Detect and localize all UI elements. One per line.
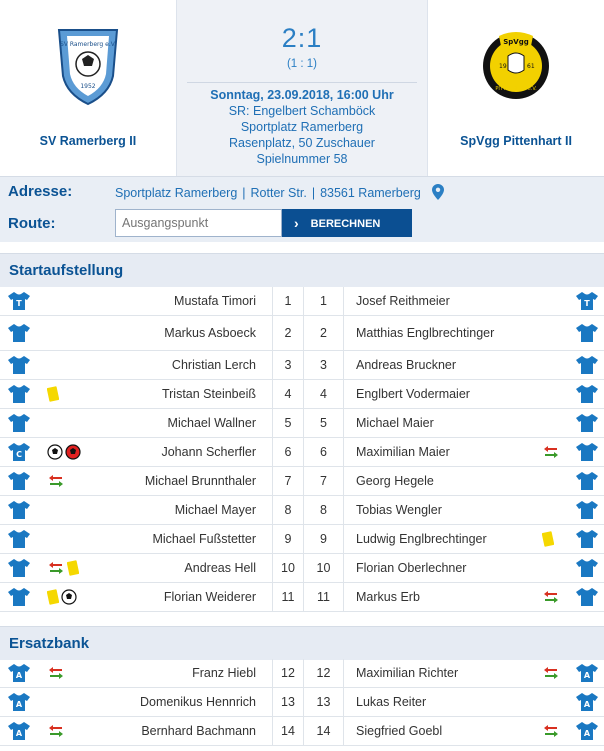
away-shirt-number: 10 [304,554,344,582]
substitution-icon [47,474,65,488]
home-team-name[interactable]: SV Ramerberg II [39,134,137,148]
home-shirt-number: 10 [272,554,304,582]
player-row [0,554,604,583]
away-shirt-number: 13 [304,688,344,716]
substitution-icon [542,666,560,680]
home-events [47,722,65,740]
away-shirt-number: 6 [304,438,344,466]
away-player-name[interactable]: Michael Maier [356,416,434,430]
substitution-icon [47,561,65,575]
away-player-name[interactable]: Lukas Reiter [356,695,427,709]
home-shirt-icon [8,587,30,607]
away-player-name[interactable]: Matthias Englbrechtinger [356,326,495,340]
away-shirt-icon [576,587,598,607]
home-shirt-icon [8,471,30,491]
calculate-route-button[interactable] [282,209,412,237]
lineup-section-title: Startaufstellung [9,262,124,279]
away-shirt-number: 7 [304,467,344,495]
home-events [47,588,77,606]
substitution-icon [542,445,560,459]
substitution-icon [542,590,560,604]
home-shirt-number: 11 [272,583,304,611]
away-team-name[interactable]: SpVgg Pittenhart II [460,134,572,148]
substitution-icon [47,666,65,680]
home-shirt-number: 5 [272,409,304,437]
away-shirt-number: 4 [304,380,344,408]
home-player-name[interactable]: Franz Hiebl [192,666,256,680]
home-shirt-number: 4 [272,380,304,408]
yellow-card-icon [47,589,59,605]
address-street: Rotter Str. [250,186,307,200]
away-events [542,664,560,682]
player-row [0,525,604,554]
yellow-card-icon [67,560,79,576]
home-shirt-number: 2 [272,316,304,350]
svg-text:61: 61 [527,63,535,70]
home-shirt-icon [8,442,30,462]
away-player-name[interactable]: Georg Hegele [356,474,434,488]
player-row [0,496,604,525]
home-player-name[interactable]: Christian Lerch [171,358,256,372]
away-shirt-number: 3 [304,351,344,379]
home-shirt-icon [8,413,30,433]
home-player-name[interactable]: Domenikus Hennrich [139,695,256,709]
home-shirt-number: 3 [272,351,304,379]
home-player-name[interactable]: Tristan Steinbeiß [161,387,256,401]
home-player-name[interactable]: Markus Asboeck [164,326,256,340]
match-header [0,0,604,176]
away-shirt-icon [576,323,598,343]
away-shirt-number: 9 [304,525,344,553]
game-number: Spielnummer 58 [256,152,348,166]
svg-text:A: A [583,729,591,738]
away-team[interactable] [428,0,604,176]
away-shirt-number: 12 [304,659,344,687]
venue-name: Sportplatz Ramerberg [240,120,364,134]
divider [187,82,417,83]
away-shirt-icon [576,291,598,311]
address-place: Sportplatz Ramerberg [115,186,238,200]
home-player-name[interactable]: Michael Wallner [167,416,256,430]
match-info [210,87,393,167]
home-events [47,559,79,577]
home-shirt-icon [8,558,30,578]
bench-section-header [0,626,604,660]
home-shirt-number: 6 [272,438,304,466]
home-shirt-icon [8,663,30,683]
route-start-input[interactable] [115,209,282,237]
player-row [0,688,604,717]
home-player-name[interactable]: Bernhard Bachmann [141,724,256,738]
svg-text:A: A [15,671,23,680]
svg-text:SpVgg: SpVgg [503,38,529,46]
chevron-right-icon: › [294,215,299,231]
away-player-name[interactable]: Josef Reithmeier [356,294,450,308]
home-crest-logo [53,24,123,108]
away-events [542,530,554,548]
player-row [0,583,604,612]
away-shirt-icon [576,721,598,741]
player-row [0,409,604,438]
away-shirt-icon [576,471,598,491]
away-player-name[interactable]: Siegfried Goebl [356,724,443,738]
match-date: Sonntag, 23.09.2018, 16:00 Uhr [210,88,394,102]
away-events [542,443,560,461]
home-shirt-icon [8,500,30,520]
home-player-name[interactable]: Michael Fußstetter [152,532,256,546]
address-line[interactable] [115,184,444,200]
home-player-name[interactable]: Johann Scherfler [161,445,256,459]
player-row [0,351,604,380]
away-shirt-icon [576,692,598,712]
home-events [47,472,65,490]
home-shirt-number: 14 [272,717,304,745]
svg-text:1952: 1952 [80,83,96,90]
player-row [0,467,604,496]
home-shirt-icon [8,291,30,311]
away-shirt-icon [576,558,598,578]
calculate-route-label: BERECHNEN [310,218,381,230]
away-shirt-number: 2 [304,316,344,350]
away-shirt-icon [576,663,598,683]
home-team[interactable] [0,0,176,176]
home-shirt-icon [8,323,30,343]
away-events [542,722,560,740]
home-shirt-number: 1 [272,287,304,315]
home-player-name[interactable]: Michael Mayer [174,503,256,517]
player-row [0,717,604,746]
referee: SR: Engelbert Schamböck [228,104,376,118]
away-shirt-number: 5 [304,409,344,437]
away-player-name[interactable]: Maximilian Richter [356,666,459,680]
address-label: Adresse: [8,183,73,200]
home-shirt-icon [8,692,30,712]
home-player-name[interactable]: Andreas Hell [184,561,256,575]
away-player-name[interactable]: Tobias Wengler [356,503,442,517]
bench-section-title: Ersatzbank [9,635,90,652]
home-shirt-icon [8,529,30,549]
surface-spectators: Rasenplatz, 50 Zuschauer [229,136,375,150]
home-shirt-number: 12 [272,659,304,687]
svg-text:C: C [16,450,22,459]
svg-text:A: A [15,700,23,709]
away-shirt-number: 14 [304,717,344,745]
home-events [47,385,59,403]
away-player-name[interactable]: Florian Oberlechner [356,561,467,575]
home-player-name[interactable]: Michael Brunnthaler [144,474,256,488]
away-shirt-number: 8 [304,496,344,524]
own-goal-ball-icon [65,444,81,460]
away-shirt-icon [576,355,598,375]
away-player-name[interactable]: Maximilian Maier [356,445,450,459]
away-player-name[interactable]: Ludwig Englbrechtinger [356,532,487,546]
away-player-name[interactable]: Markus Erb [356,590,420,604]
svg-text:T: T [16,299,22,308]
svg-text:A: A [583,671,591,680]
svg-text:T: T [584,299,590,308]
away-shirt-icon [576,500,598,520]
svg-text:PITTENHART e.V.: PITTENHART e.V. [495,86,537,92]
player-row [0,438,604,467]
home-events [47,664,65,682]
map-pin-icon[interactable] [432,184,444,200]
home-shirt-icon [8,721,30,741]
svg-text:A: A [583,700,591,709]
home-events [47,443,81,461]
route-label: Route: [8,215,56,232]
player-row [0,380,604,409]
svg-text:A: A [15,729,23,738]
address-city: 83561 Ramerberg [320,186,421,200]
halftime-score: (1 : 1) [286,58,318,70]
away-events [542,588,560,606]
bench-list [0,659,604,746]
home-shirt-number: 8 [272,496,304,524]
away-crest-logo [481,24,551,108]
away-player-name[interactable]: Andreas Bruckner [356,358,457,372]
lineup-section-header [0,253,604,287]
yellow-card-icon [542,531,554,547]
substitution-icon [47,724,65,738]
away-shirt-icon [576,442,598,462]
away-shirt-icon [576,384,598,404]
player-row [0,659,604,688]
svg-text:SV Ramerberg e.V.: SV Ramerberg e.V. [59,41,116,48]
away-shirt-number: 11 [304,583,344,611]
address-separator: | [311,186,316,200]
away-shirt-icon [576,413,598,433]
away-player-name[interactable]: Englbert Vodermaier [356,387,470,401]
home-player-name[interactable]: Florian Weiderer [163,590,256,604]
address-panel [0,176,604,242]
lineup-list [0,287,604,612]
goal-ball-icon [61,589,77,605]
away-shirt-icon [576,529,598,549]
player-row [0,287,604,316]
home-shirt-icon [8,384,30,404]
home-shirt-icon [8,355,30,375]
yellow-card-icon [47,386,59,402]
final-score: 2:1 [281,23,323,53]
svg-text:19: 19 [499,63,507,70]
home-player-name[interactable]: Mustafa Timori [174,294,256,308]
substitution-icon [542,724,560,738]
away-shirt-number: 1 [304,287,344,315]
match-center-panel [176,0,428,176]
home-shirt-number: 9 [272,525,304,553]
address-separator: | [242,186,246,200]
goal-ball-icon [47,444,63,460]
home-shirt-number: 7 [272,467,304,495]
home-shirt-number: 13 [272,688,304,716]
player-row [0,316,604,351]
